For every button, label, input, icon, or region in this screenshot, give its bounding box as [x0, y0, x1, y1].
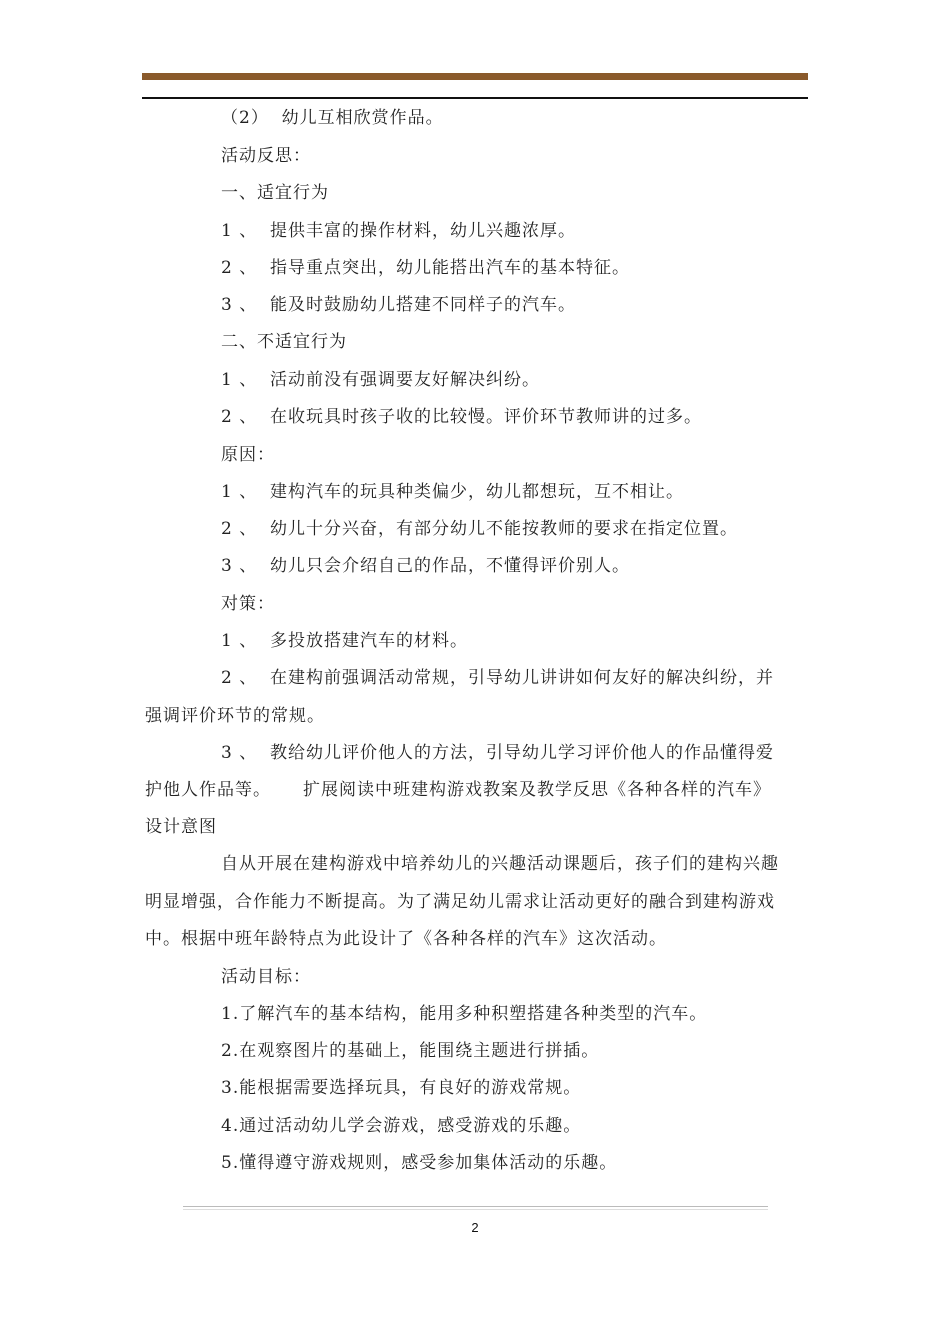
text-line: 活动反思：	[221, 146, 311, 166]
text-line: 2 、 指导重点突出，幼儿能搭出汽车的基本特征。	[221, 258, 631, 278]
header-decorative-bar	[142, 73, 808, 80]
text-line: 3.能根据需要选择玩具，有良好的游戏常规。	[221, 1078, 582, 1098]
text-line: 1 、 活动前没有强调要友好解决纠纷。	[221, 370, 541, 390]
text-line: 对策：	[221, 594, 275, 614]
text-line: 活动目标：	[221, 967, 311, 987]
text-line: 一、适宜行为	[221, 183, 329, 203]
footer-rule	[183, 1206, 768, 1207]
header-rule	[142, 97, 808, 99]
text-line: 自从开展在建构游戏中培养幼儿的兴趣活动课题后，孩子们的建构兴趣	[221, 854, 779, 874]
text-line: 3 、 能及时鼓励幼儿搭建不同样子的汽车。	[221, 295, 577, 315]
text-line: （2） 幼儿互相欣赏作品。	[221, 108, 444, 128]
text-line: 2 、 在收玩具时孩子收的比较慢。评价环节教师讲的过多。	[221, 407, 703, 427]
page-number: 2	[471, 1220, 479, 1235]
text-line: 2.在观察图片的基础上，能围绕主题进行拼插。	[221, 1041, 600, 1061]
text-line: 1 、 建构汽车的玩具种类偏少，幼儿都想玩，互不相让。	[221, 482, 685, 502]
text-line: 原因：	[221, 445, 275, 465]
text-line: 3 、 教给幼儿评价他人的方法，引导幼儿学习评价他人的作品懂得爱	[221, 743, 775, 763]
text-line: 1 、 多投放搭建汽车的材料。	[221, 631, 469, 651]
text-line: 中。根据中班年龄特点为此设计了《各种各样的汽车》这次活动。	[145, 929, 667, 949]
text-line: 设计意图	[145, 817, 217, 837]
text-line: 2 、 幼儿十分兴奋，有部分幼儿不能按教师的要求在指定位置。	[221, 519, 739, 539]
footer-rule-secondary	[183, 1209, 768, 1210]
text-line: 护他人作品等。 扩展阅读中班建构游戏教案及教学反思《各种各样的汽车》	[145, 780, 772, 800]
text-line: 明显增强，合作能力不断提高。为了满足幼儿需求让活动更好的融合到建构游戏	[145, 892, 775, 912]
text-line: 4.通过活动幼儿学会游戏，感受游戏的乐趣。	[221, 1116, 582, 1136]
text-line: 二、不适宜行为	[221, 332, 347, 352]
text-line: 5.懂得遵守游戏规则，感受参加集体活动的乐趣。	[221, 1153, 618, 1173]
text-line: 3 、 幼儿只会介绍自己的作品，不懂得评价别人。	[221, 556, 631, 576]
text-line: 1.了解汽车的基本结构，能用多种积塑搭建各种类型的汽车。	[221, 1004, 708, 1024]
text-line: 强调评价环节的常规。	[145, 706, 325, 726]
text-line: 1 、 提供丰富的操作材料，幼儿兴趣浓厚。	[221, 221, 577, 241]
text-line: 2 、 在建构前强调活动常规，引导幼儿讲讲如何友好的解决纠纷，并	[221, 668, 775, 688]
